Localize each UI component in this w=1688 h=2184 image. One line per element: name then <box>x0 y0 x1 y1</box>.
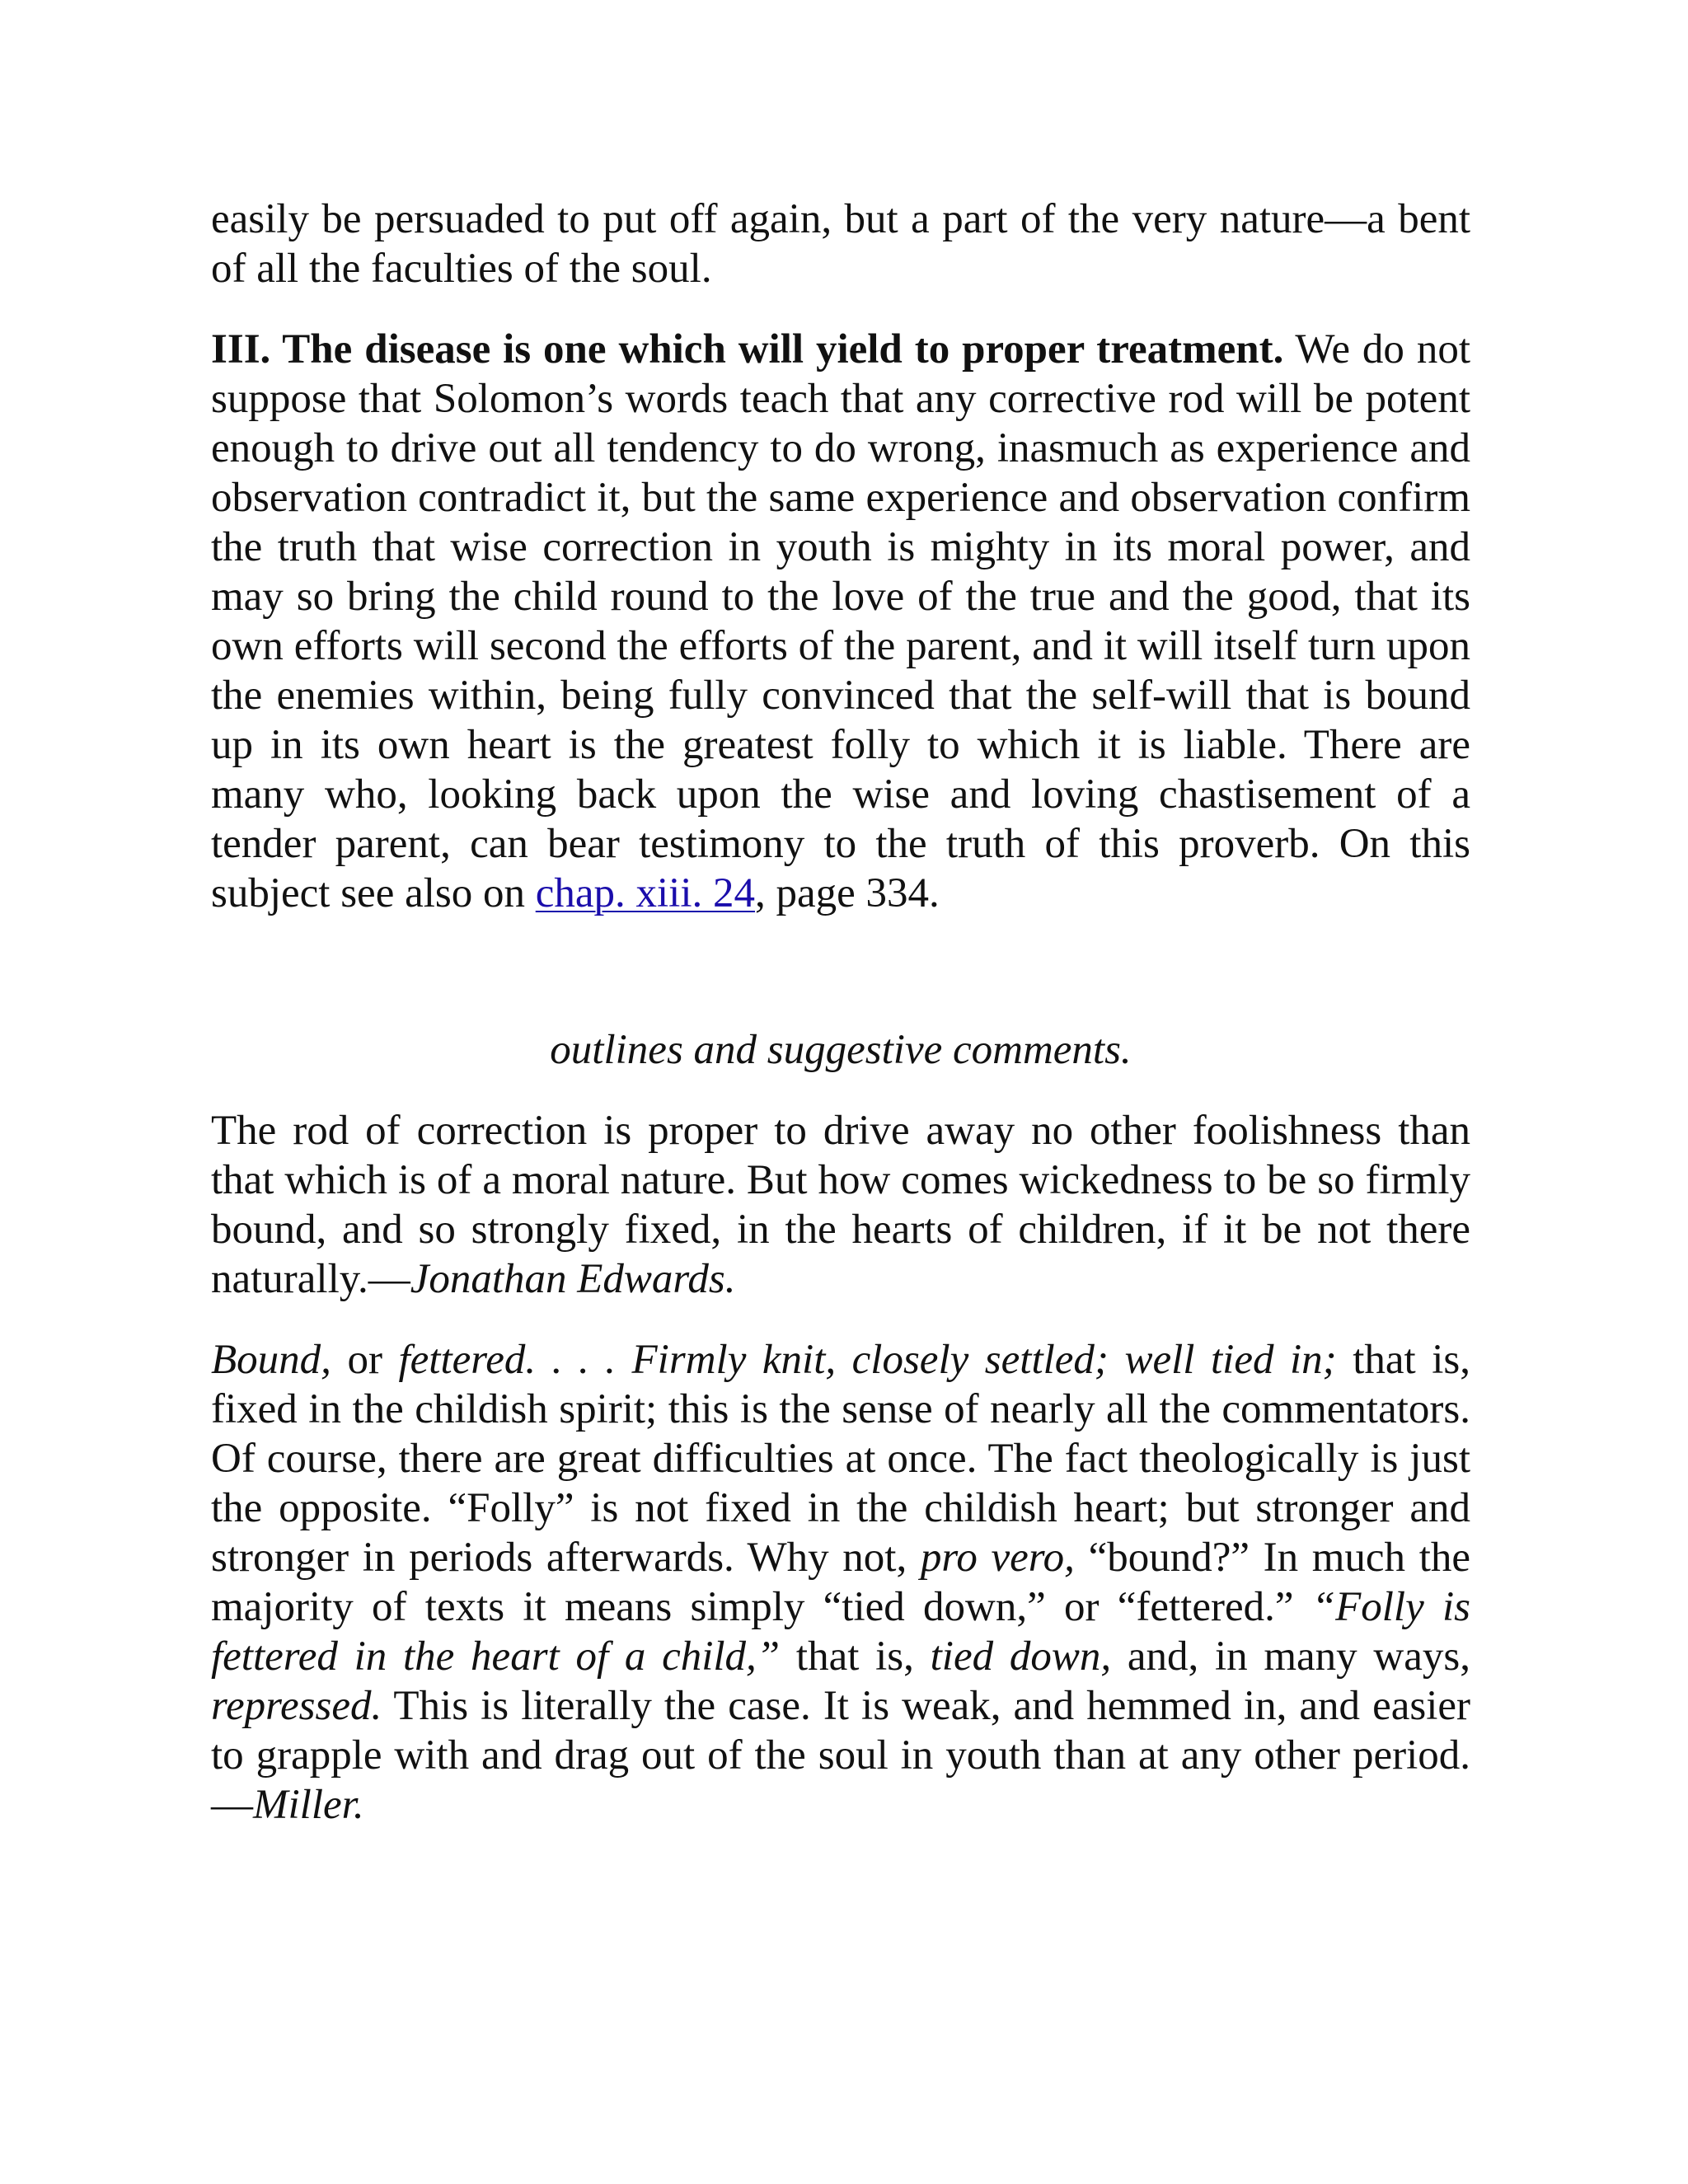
miller-segment: repressed. <box>211 1683 382 1729</box>
edwards-paragraph <box>211 1106 1470 1304</box>
edwards-author: Jonathan Edwards. <box>410 1256 736 1302</box>
miller-segment: that is, fixed in the childish spirit; this is the sense of nearly all the commentators. Of course, there are great difficulties at once. The fact theologically is just the opposite. “Folly” is not fixed in the childish heart; but stronger and stronger in periods afterwards. Why not, <box>211 1337 1471 1581</box>
continued-text: easily be persuaded to put off again, but a part of the very nature—a bent of all the faculties of the soul. <box>211 196 1470 292</box>
section-three-paragraph <box>211 325 1470 918</box>
document-page <box>211 194 1470 1861</box>
miller-segment: that is, <box>780 1633 931 1680</box>
section-three-tail: , page 334. <box>755 870 940 916</box>
edwards-text: The rod of correction is proper to drive away no other foolishness than that which is of a moral nature. But how comes wickedness to be so firmly bound, and so strongly fixed, in the hearts of children, if it be not there naturally.— <box>211 1108 1470 1302</box>
miller-segment: and, in many ways, <box>1111 1633 1470 1680</box>
miller-segment: pro vero, <box>920 1535 1075 1581</box>
chapter-reference-link[interactable]: chap. xiii. 24 <box>535 870 756 916</box>
continued-paragraph <box>211 194 1470 293</box>
miller-segment: Bound, <box>211 1337 331 1383</box>
miller-segment: This is literally the case. It is weak, and hemmed in, and easier to grapple with and drag out of the soul in youth than at any other period.— <box>211 1683 1470 1828</box>
section-three-body: We do not suppose that Solomon’s words teach that any corrective rod will be potent enough to drive out all tendency to do wrong, inasmuch as experience and observation contradict it, but the same experience and observation confirm the truth that wise correction in youth is mighty in its moral power, and may so bring the child round to the love of the true and the good, that its own efforts will second the efforts of the parent, and it will itself turn upon the enemies within, being fully convinced that the self-will that is bound up in its own heart is the greatest folly to which it is liable. There are many who, looking back upon the wise and loving chastisement of a tender parent, can bear testimony to the truth of this proverb. On this subject see also on <box>211 326 1471 916</box>
miller-segment: or <box>331 1337 399 1383</box>
miller-segment: tied down, <box>930 1633 1112 1680</box>
miller-paragraph <box>211 1335 1470 1830</box>
miller-segment: “Folly is fettered in the heart of a child,” <box>211 1584 1471 1680</box>
miller-author: Miller. <box>253 1782 364 1828</box>
outlines-heading: outlines and suggestive comments. <box>550 1027 1132 1073</box>
section-three-lead: III. The disease is one which will yield to proper treatment. <box>211 326 1284 373</box>
miller-segment: “bound?” In much the majority of texts it means simply “tied down,” or “fettered.” <box>211 1535 1470 1630</box>
miller-segment: fettered. . . . Firmly knit, closely settled; well tied in; <box>398 1337 1337 1383</box>
